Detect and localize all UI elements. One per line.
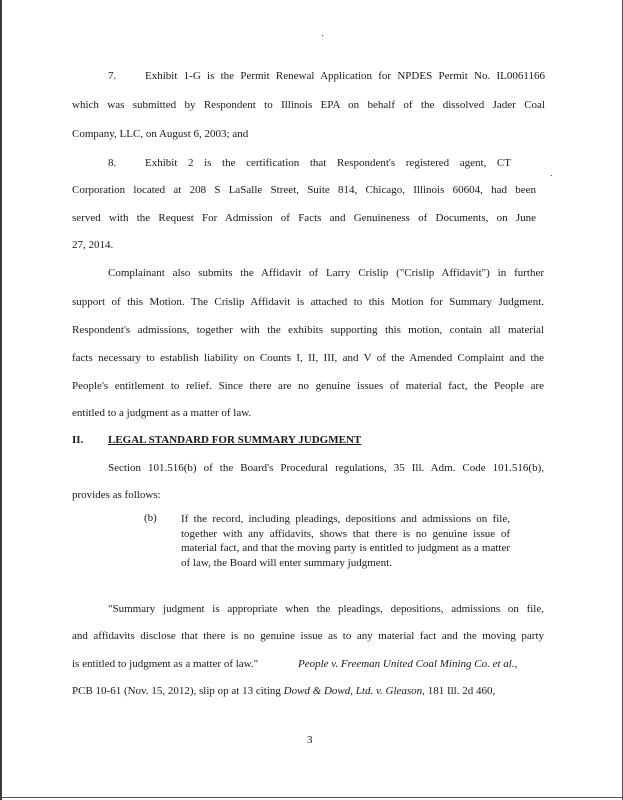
scan-speck [551, 175, 552, 176]
affidavit-line-2: support of this Motion. The Crislip Affidavit is attached to this Motion for Summary Judgment. [72, 296, 544, 308]
affidavit-line-1: Complainant also submits the Affidavit of Larry Crislip ("Crislip Affidavit") in further [108, 267, 544, 279]
scan-bottom-edge [0, 797, 623, 798]
section-number: II. [72, 434, 84, 446]
paragraph-8-line-1: Exhibit 2 is the certification that Respondent's registered agent, CT [145, 157, 511, 169]
page-number: 3 [307, 734, 313, 746]
paragraph-8-line-3: served with the Request For Admission of Facts and Genuineness of Documents, on June [72, 212, 536, 224]
rule-paragraph-line-1: Section 101.516(b) of the Board's Procedural regulations, 35 Ill. Adm. Code 101.516(b), [108, 462, 544, 474]
paragraph-7-line-1: Exhibit 1-G is the Permit Renewal Application for NPDES Permit No. IL0061166 [145, 70, 545, 82]
paragraph-8-line-4: 27, 2014. [72, 239, 114, 251]
summary-line-4-citation: PCB 10-61 (Nov. 15, 2012), slip op at 13 citing [72, 685, 284, 697]
quote-label: (b) [144, 512, 157, 524]
summary-line-1: "Summary judgment is appropriate when the pleadings, depositions, admissions on file, [108, 603, 544, 615]
paragraph-7-line-2: which was submitted by Respondent to Illinois EPA on behalf of the dissolved Jader Coal [72, 99, 545, 111]
summary-line-4 [72, 685, 495, 697]
section-heading: LEGAL STANDARD FOR SUMMARY JUDGMENT [108, 434, 362, 446]
summary-line-3-plain: is entitled to judgment as a matter of law." [72, 658, 259, 670]
summary-line-3-case-citation: People v. Freeman United Coal Mining Co. et al., [298, 658, 518, 670]
summary-line-4-case-name: Dowd & Dowd, Ltd. v. Gleason, [283, 685, 425, 697]
affidavit-line-4: facts necessary to establish liability on Counts I, II, III, and V of the Amended Complaint and the [72, 352, 544, 364]
rule-paragraph-line-2: provides as follows: [72, 489, 161, 501]
summary-line-4-reporter: 181 Ill. 2d 460, [424, 685, 496, 697]
scan-speck [322, 35, 323, 36]
affidavit-line-5: People's entitlement to relief. Since there are no genuine issues of material fact, the People are [72, 380, 544, 392]
scan-left-edge [0, 0, 2, 800]
affidavit-line-3: Respondent's admissions, together with the exhibits supporting this motion, contain all material [72, 324, 544, 336]
block-quote: If the record, including pleadings, depositions and admissions on file, together with any affidavits, shows that there is no genuine issue of material fact, and that the moving party is entitled to judgment as a matter of law, the Board will enter summary judgment. [181, 513, 510, 569]
paragraph-7-line-3: Company, LLC, on August 6, 2003; and [72, 128, 249, 140]
paragraph-7-number: 7. [108, 70, 117, 82]
paragraph-8-number: 8. [108, 157, 117, 169]
paragraph-8-line-2: Corporation located at 208 S LaSalle Street, Suite 814, Chicago, Illinois 60604, had been [72, 184, 536, 196]
summary-line-2: and affidavits disclose that there is no genuine issue as to any material fact and the moving party [72, 630, 544, 642]
affidavit-line-6: entitled to a judgment as a matter of law. [72, 407, 252, 419]
